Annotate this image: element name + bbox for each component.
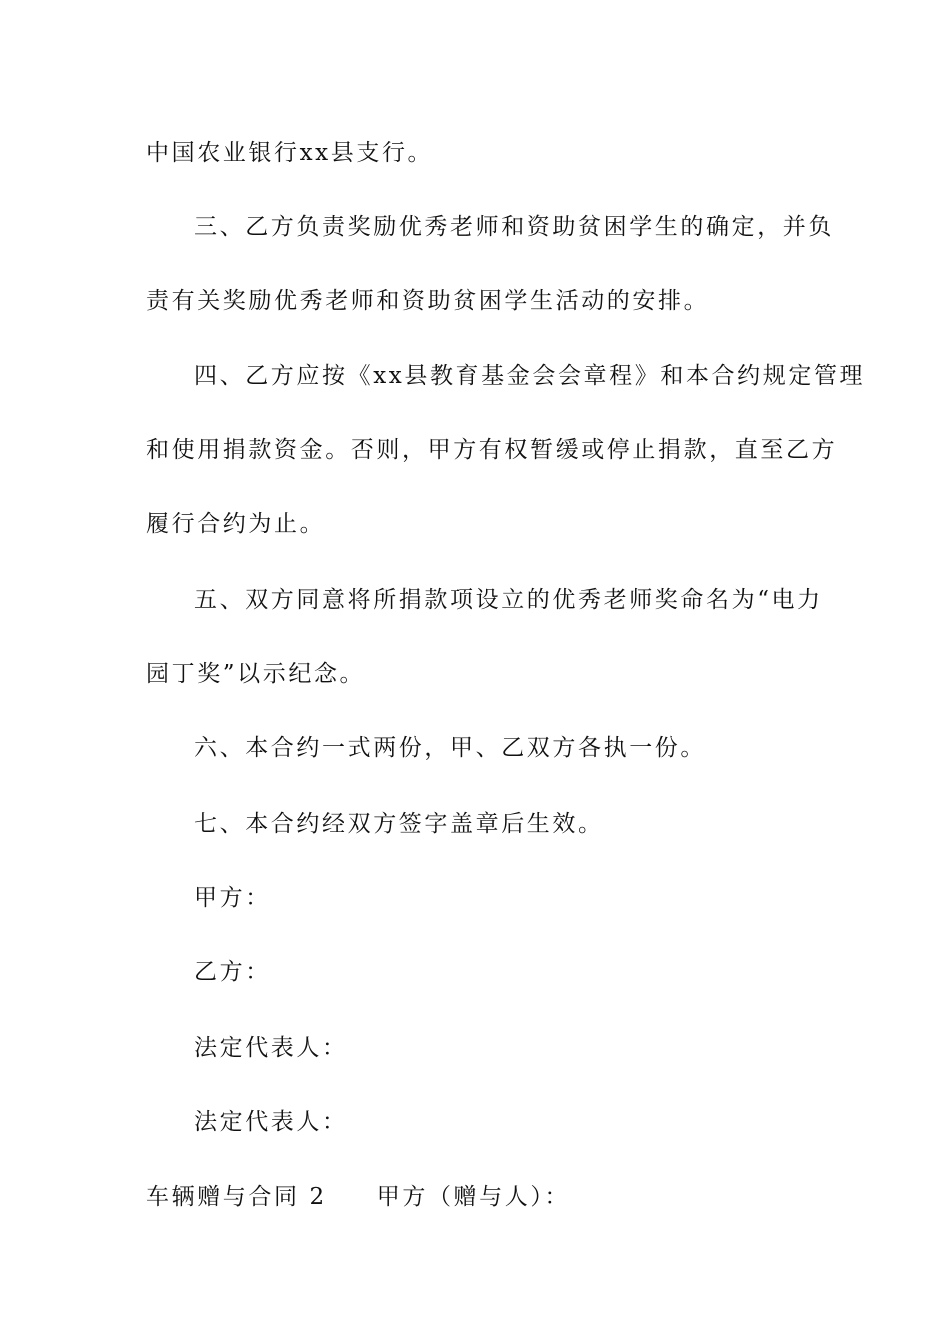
clause-four-line-3: 履行合约为止。: [146, 511, 326, 537]
clause-four-line-1: 四、乙方应按《xx县教育基金会会章程》和本合约规定管理: [194, 363, 866, 389]
next-contract-heading-line: [146, 1182, 826, 1212]
clause-three-line-2: 责有关奖励优秀老师和资助贫困学生活动的安排。: [146, 288, 710, 314]
legal-representative-label-1: 法定代表人：: [194, 1035, 348, 1061]
party-b-label: 乙方：: [194, 959, 271, 985]
legal-representative-label-2: 法定代表人：: [194, 1109, 348, 1135]
contract-title: 车辆赠与合同 2: [146, 1184, 327, 1210]
party-a-label: 甲方：: [194, 885, 271, 911]
clause-four-line-2: 和使用捐款资金。否则，甲方有权暂缓或停止捐款，直至乙方: [146, 437, 838, 463]
clause-three-line-1: 三、乙方负责奖励优秀老师和资助贫困学生的确定，并负: [194, 214, 834, 240]
clause-five-line-1: 五、双方同意将所捐款项设立的优秀老师奖命名为“电力: [194, 587, 823, 613]
clause-six: 六、本合约一式两份，甲、乙双方各执一份。: [194, 735, 706, 761]
clause-seven: 七、本合约经双方签字盖章后生效。: [194, 811, 604, 837]
paragraph-line: 中国农业银行xx县支行。: [146, 140, 434, 166]
donor-party-label: 甲方（赠与人）：: [376, 1184, 571, 1210]
clause-five-line-2: 园丁奖”以示纪念。: [146, 661, 366, 687]
